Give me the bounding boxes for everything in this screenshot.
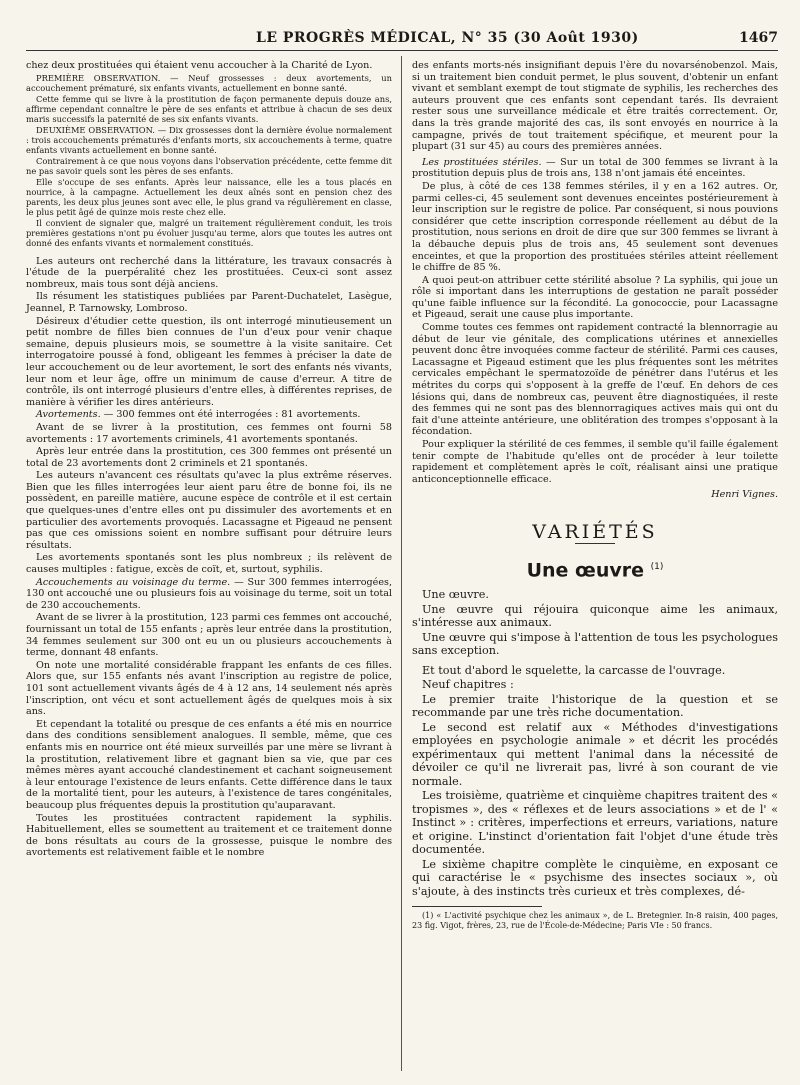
section-lead: Les prostituées stériles. [422, 156, 542, 168]
paragraph: Avortements. — 300 femmes ont été interrogées : 81 avortements. [36, 409, 361, 421]
paragraph: De plus, à côté de ces 138 femmes stériles, il y en a 162 autres. Or, parmi celles-ci, 45 seulement sont devenues enceintes postérieurement à leur inscription sur le registre de police. Par conséquent, si nous pouvions considérer que cette inscription corresponde réellement au début de la prostitution, nous serions en droit de dire que sur 300 femmes se livrant à la débauche depuis plus de trois ans, 45 seulement sont devenues enceintes, et que la proportion des prostituées stériles atteint réellement le chiffre de 85 %. [412, 180, 778, 274]
paragraph: Les auteurs ont recherché dans la littérature, les travaux consacrés à l'étude de la puerpéralité chez les prostituées. Ceux-ci sont assez nombreux, mais tous sont déjà anciens. [26, 255, 392, 290]
paragraph: Pour expliquer la stérilité de ces femmes, il semble qu'il faille également tenir compte de l'habitude qu'elles ont de procéder à leur toilette rapidement et complètement après le coït, réalisant ainsi une pratique anticonceptionnelle efficace. [412, 439, 778, 485]
column-divider [401, 56, 402, 1071]
observation-2-heading: DEUXIÈME OBSERVATION. — Dix grossesses dont la dernière évolue normalement : trois accouchements prématurés d'enfants morts, six accouchements à terme, quatre enfants vivants actuellement en bonne santé. [26, 124, 392, 155]
paragraph: Les prostituées stériles. — Sur un total de 300 femmes se livrant à la prostitution depuis plus de trois ans, 138 n'ont jamais été enceintes. [412, 156, 778, 180]
paragraph: Le sixième chapitre complète le cinquième, en exposant ce qui caractérise le « psychisme des insectes sociaux », où s'ajoute, à des instincts très curieux et très complexes, dé- [412, 857, 778, 898]
observation-1-heading: PREMIÈRE OBSERVATION. — Neuf grossesses : deux avortements, un accouchement prématuré, six enfants vivants, actuellement en bonne santé. [26, 72, 392, 93]
paragraph: Ils résument les statistiques publiées par Parent-Duchatelet, Lasègue, Jeannel, P. Tarnowsky, Lombroso. [26, 291, 392, 314]
paragraph: Comme toutes ces femmes ont rapidement contracté la blennorragie au début de leur vie génitale, des complications utérines et annexielles peuvent donc être invoquées comme facteur de stérilité. Parmi ces causes, Lacassagne et Pigeaud estiment que les plus fréquentes sont les métrites cervicales empêchant le spermatozoïde de pénétrer dans l'utérus et les métrites du corps qui s'opposent à la greffe de l'œuf. En dehors de ces lésions qui, dans de nombreux cas, peuvent être diagnostiquées, il reste des femmes qui ne sont pas des blennorragiques actives mais qui ont du fait d'une atteinte antérieure, une oblitération des trompes s'opposant à la fécondation. [412, 322, 778, 438]
footnote-marker: (1) [650, 561, 664, 572]
paragraph: Cette femme qui se livre à la prostitution de façon permanente depuis douze ans, affirme cependant connaître le père de ses enfants et attribue à chacun de ses deux maris successifs la paternité de ses six enfants vivants. [26, 93, 392, 124]
paragraph: Toutes les prostituées contractent rapidement la syphilis. Habituellement, elles se soumettent au traitement et ce traitement donne de bons résultats au cours de la grossesse, puisque le nombre des avortements est relativement faible et le nombre [26, 812, 392, 859]
section-lead: Accouchements au voisinage du terme. [36, 576, 231, 588]
footnote: (1) « L'activité psychique chez les animaux », de L. Bretegnier. In-8 raisin, 400 pages, 23 fig. Vigot, frères, 23, rue de l'École-de-Médecine; Paris VIe : 50 francs. [412, 911, 778, 931]
paragraph: Et tout d'abord le squelette, la carcasse de l'ouvrage. [422, 663, 726, 677]
left-column [26, 60, 392, 1070]
paragraph: Elle s'occupe de ses enfants. Après leur naissance, elle les a tous placés en nourrice, à la campagne. Actuellement les deux aînés sont en pension chez des parents, les deux plus jeunes sont avec elle, le plus grand va régulièrement en classe, le plus petit âgé de quinze mois reste chez elle. [26, 176, 392, 217]
paragraph: Les avortements spontanés sont les plus nombreux ; ils relèvent de causes multiples : fatigue, excès de coït, et, surtout, syphilis. [26, 552, 392, 576]
paragraph: Les auteurs n'avancent ces résultats qu'avec la plus extrême réserves. Bien que les filles interrogées leur aient paru être de bonne foi, ils ne possèdent, en pareille matière, aucune espèce de contrôle et il est certain que quelques-unes d'entre elles ont pu dissimuler des avortements et en particulier des avortements provoqués. Lacassagne et Pigeaud ne pensent pas que ces omissions soient en nombre suffisant pour détruire leurs résultats. [26, 470, 392, 551]
journal-title: LE PROGRÈS MÉDICAL, N° 35 (30 Août 1930) [256, 30, 639, 46]
paragraph: Une œuvre qui réjouira quiconque aime les animaux, s'intéresse aux animaux. [412, 602, 778, 630]
paragraph: Désireux d'étudier cette question, ils ont interrogé minutieusement un petit nombre de filles bien connues de l'un d'eux pour venir chaque semaine, depuis plusieurs mois, se soumettre à la visite sanitaire. Cet interrogatoire poussé à fond, obligeant les femmes à préciser la date de leur accouchement ou de leur avortement, le sort des enfants nés vivants, leur nom et leur âge, offre un minimum de cause d'erreur. A titre de contrôle, ils ont interrogé plusieurs d'entre elles, à différentes reprises, de manière à vérifier les dires antérieurs. [26, 315, 392, 408]
article-title: Une œuvre $^{(1)}$ [526, 558, 664, 581]
paragraph: Les troisième, quatrième et cinquième chapitres traitent des « tropismes », des « réflexes et de leurs associations » et de l' « Instinct » : critères, imperfections et erreurs, variations, nature et origine. L'instinct d'orientation fait l'objet d'une étude très documentée. [412, 789, 778, 857]
paragraph: Le second est relatif aux « Méthodes d'investigations employées en psychologie animale » et décrit les procédés expérimentaux qui mettent l'animal dans la nécessité de dévoiler ce qu'il ne livrerait pas, livré à son courant de vie normale. [412, 720, 778, 788]
section-lead: Avortements. [36, 409, 101, 421]
paragraph: Neuf chapitres : [422, 678, 514, 692]
paragraph: Une œuvre qui s'impose à l'attention de tous les psychologues sans exception. [412, 630, 778, 658]
paragraph: des enfants morts-nés insignifiant depuis l'ère du novarsénobenzol. Mais, si un traitement bien conduit permet, le plus souvent, d'obtenir un enfant vivant et semblant exempt de tout stigmate de syphilis, les recherches des auteurs prouvent que ces enfants sont cependant tarés. Ils devraient rester sous une surveillance médicale et être traités correctement. Or, dans la très grande majorité des cas, ils sont envoyés en nourrice à la campagne, privés de tout traitement spécifique, et meurent pour la plupart (31 sur 45) au cours des premières années. [412, 60, 778, 153]
author-signature: Henri Vignes. [711, 489, 778, 501]
paragraph: On note une mortalité considérable frappant les enfants de ces filles. Alors que, sur 155 enfants nés avant l'inscription au registre de police, 101 sont actuellement vivants âgés de 4 à 12 ans, 14 seulement nés après l'inscription, ont vécu et sont actuellement âgés de quelques mois à six ans. [26, 659, 392, 718]
paragraph: Et cependant la totalité ou presque de ces enfants a été mis en nourrice dans des conditions sensiblement analogues. Il semble, même, que ces enfants mis en nourrice ont été mieux surveillés par une mère se livrant à la prostitution, relativement libre et gagnant bien sa vie, que par ces mêmes mères ayant accouché clandestinement et cachant soigneusement à leur entourage l'existence de leurs enfants. Cette différence dans le taux de la mortalité tient, pour les auteurs, à l'existence de tares congénitales, beaucoup plus fréquentes depuis la prostitution qu'auparavant. [26, 718, 392, 811]
page-number: 1467 [739, 30, 778, 46]
paragraph: Avant de se livrer à la prostitution, 123 parmi ces femmes ont accouché, fournissant un total de 155 enfants ; après leur entrée dans la prostitution, 34 femmes seulement sur 300 ont eu un ou plusieurs accouchements à terme, donnant 48 enfants. [26, 612, 392, 659]
paragraph: Il convient de signaler que, malgré un traitement régulièrement conduit, les trois premières gestations n'ont pu évoluer jusqu'au terme, alors que toutes les autres ont donné des enfants vivants et normalement constitués. [26, 217, 392, 248]
right-column [412, 60, 778, 1070]
paragraph: Après leur entrée dans la prostitution, ces 300 femmes ont présenté un total de 23 avortements dont 2 criminels et 21 spontanés. [26, 446, 392, 469]
paragraph: chez deux prostituées qui étaient venu accoucher à la Charité de Lyon. [26, 60, 373, 71]
paragraph: Contrairement à ce que nous voyons dans l'observation précédente, cette femme dit ne pas savoir quels sont les pères de ses enfants. [26, 155, 392, 176]
paragraph: Avant de se livrer à la prostitution, ces femmes ont fourni 58 avortements : 17 avortements criminels, 41 avortements spontanés. [26, 421, 392, 445]
paragraph: Accouchements au voisinage du terme. — Sur 300 femmes interrogées, 130 ont accouché une ou plusieurs fois au voisinage du terme, soit un total de 230 accouchements. [26, 576, 392, 611]
section-heading-varietes: VARIÉTÉS [532, 520, 658, 543]
paragraph: Le premier traite l'historique de la question et se recommande par une très riche documentation. [412, 692, 778, 720]
paragraph: A quoi peut-on attribuer cette stérilité absolue ? La syphilis, qui joue un rôle si important dans les interruptions de gestation ne paraît posséder qu'une faible influence sur la fécondité. La gonococcie, pour Lacassagne et Pigeaud, serait une cause plus importante. [412, 274, 778, 321]
running-header [26, 28, 778, 51]
paragraph: Une œuvre. [422, 588, 489, 602]
footnote-rule [412, 906, 542, 907]
